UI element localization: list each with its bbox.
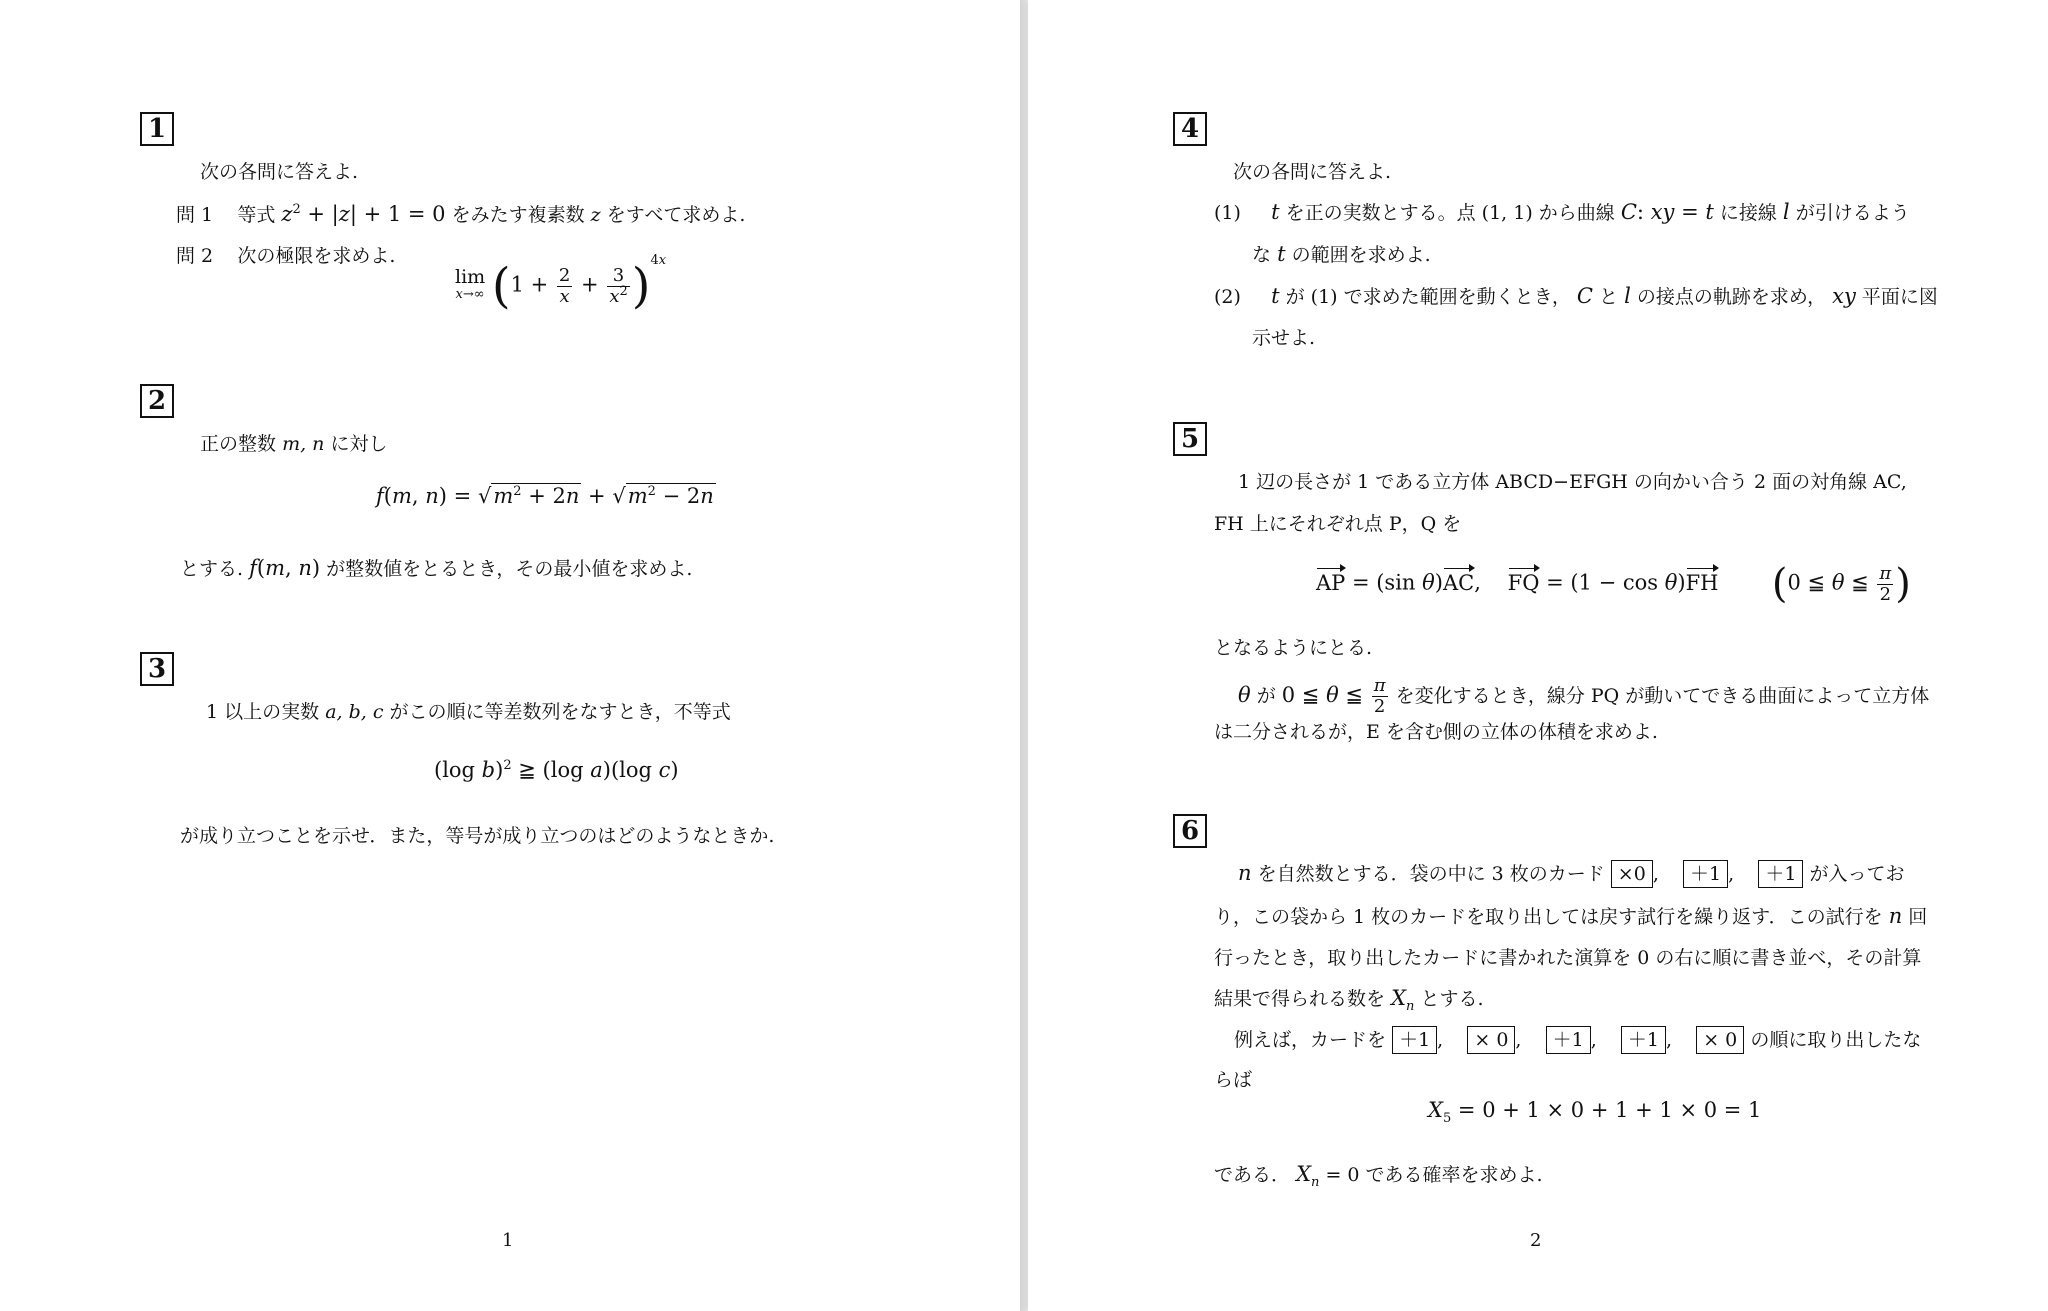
problem-6-line3: 行ったとき，取り出したカードに書かれた演算を 0 の右に順に書き並べ，その計算 — [1214, 947, 1922, 969]
p6-line2-b: 回 — [1908, 906, 1928, 928]
problem-number-1: 1 — [140, 112, 174, 146]
p4-2-text-b: と — [1599, 286, 1619, 308]
p4-1-line2-b: の範囲を求めよ. — [1291, 244, 1431, 266]
card-times-zero: ×0 — [1611, 860, 1653, 888]
problem-4-part2-line1: (2) t が (1) で求めた範囲を動くとき， C と l の接点の軌跡を求め， xy 平面に図 — [1214, 284, 1938, 308]
problem-1-q2 — [176, 244, 395, 268]
problem-6-line2: り，この袋から 1 枚のカードを取り出しては戻す試行を繰り返す．この試行を n 回 — [1214, 904, 1928, 928]
vector-formula: AP = (sin θ)AC, FQ = (1 − cos θ)FH (0 ≦ θ ≦ $\frac{\pi}{2}$ ) — [1316, 561, 1911, 607]
p6-line4-b: とする. — [1420, 988, 1484, 1010]
f-mn-formula: f(m, $n) = √m^2 + 2n + √m^2 - 2n$ — [376, 484, 714, 508]
p4-2-text-d: 平面に図 — [1861, 286, 1938, 308]
problem-6-line4: 結果で得られる数を $X_n$ とする. — [1214, 986, 1484, 1015]
left-page — [0, 0, 1020, 1311]
problem-4-part2-line2: 示せよ. — [1252, 327, 1316, 349]
p4-1-label: (1) — [1214, 202, 1241, 224]
limit-formula: lim x→∞ (1 + $\frac{2}{x}$ + $\frac{3}{x^2}$ )$^{4x}$ — [455, 252, 667, 314]
problem-1-q1 — [176, 202, 745, 227]
page-number-right: 2 — [1530, 1230, 1542, 1251]
p6-line1-a: を自然数とする．袋の中に 3 枚のカード — [1257, 863, 1605, 885]
q2-label: 問 2 — [176, 245, 214, 267]
problem-5-line4: θ が 0 ≦ θ ≦ $\frac{\pi}{2}$ を変化するとき，線分 PQ が動いてできる曲面によって立方体 — [1238, 675, 1930, 717]
q2-text: 次の極限を求めよ. — [237, 245, 396, 267]
q1-equation: $z^2 + |z| + 1 = 0$ — [281, 202, 446, 226]
card-example: × 0 — [1467, 1026, 1515, 1054]
problem-2-intro — [200, 432, 387, 456]
p6-closing-b: = 0 である確率を求めよ. — [1325, 1164, 1543, 1186]
q1-text-b: をみたす複素数 — [451, 204, 585, 226]
p6-line2-a: り，この袋から 1 枚のカードを取り出しては戻す試行を繰り返す．この試行を — [1214, 906, 1883, 928]
p2-closing-b: が整数値をとるとき，その最小値を求めよ. — [326, 558, 693, 580]
p3-intro-a: 1 以上の実数 — [206, 701, 320, 723]
card-plus-one: ＋1 — [1683, 860, 1728, 888]
p4-2-text-a: が (1) で求めた範囲を動くとき， — [1285, 286, 1571, 308]
p6-line5-a: 例えば，カードを — [1234, 1029, 1387, 1051]
log-inequality: (log b)$^2$ ≧ (log a)(log c) — [434, 758, 679, 782]
problem-5-line1: 1 辺の長さが 1 である立方体 ABCD−EFGH の向かい合う 2 面の対角線 AC, — [1238, 471, 1907, 493]
problem-number-5: 5 — [1173, 422, 1207, 456]
problem-4-part1-line2: な t の範囲を求めよ. — [1252, 242, 1431, 266]
p3-intro-vars: a, b, c — [325, 701, 384, 723]
problem-number-6: 6 — [1173, 814, 1207, 848]
problem-4-intro: 次の各問に答えよ. — [1233, 161, 1392, 183]
problem-6-line6: らば — [1214, 1069, 1253, 1091]
problem-1-intro: 次の各問に答えよ. — [200, 161, 359, 183]
card-example: ＋1 — [1546, 1026, 1591, 1054]
problem-number-3: 3 — [140, 652, 174, 686]
right-page — [1028, 0, 2048, 1311]
p2-intro-a: 正の整数 — [200, 433, 277, 455]
problem-3-intro — [206, 700, 731, 724]
p4-2-label: (2) — [1214, 286, 1241, 308]
p3-intro-b: がこの順に等差数列をなすとき，不等式 — [389, 701, 731, 723]
q1-label: 問 1 — [176, 204, 214, 226]
card-plus-one: ＋1 — [1758, 860, 1803, 888]
p6-line1-b: が入ってお — [1809, 863, 1905, 885]
problem-2-closing: とする. f(m, n) が整数値をとるとき，その最小値を求めよ. — [180, 556, 693, 580]
q1-var: z — [590, 204, 601, 226]
x5-formula: $X_5 = 0 + 1 \times 0 + 1 + 1 \times 0 = 1$ — [1428, 1098, 1762, 1127]
p2-closing-a: とする. — [180, 558, 244, 580]
problem-5-line2: FH 上にそれぞれ点 P，Q を — [1214, 513, 1462, 535]
p2-intro-b: に対し — [330, 433, 388, 455]
p4-2-text-c: の接点の軌跡を求め， — [1636, 286, 1827, 308]
problem-6-line1: n を自然数とする．袋の中に 3 枚のカード ×0 , ＋1 , ＋1 が入ってお — [1238, 860, 1904, 888]
problem-5-line3: となるようにとる. — [1214, 637, 1373, 659]
p2-intro-vars: m, n — [282, 433, 325, 455]
problem-6-line5: 例えば，カードを ＋1 , × 0 , ＋1 , ＋1 , × 0 の順に取り出したな — [1234, 1026, 1921, 1054]
card-example: ＋1 — [1392, 1026, 1437, 1054]
page-number-left: 1 — [502, 1230, 514, 1251]
problem-6-closing: である． $X_n = 0$ である確率を求めよ. — [1214, 1162, 1543, 1191]
q1-text-a: 等式 — [237, 204, 276, 226]
p4-1-text-c: が引けるよう — [1795, 202, 1910, 224]
p4-1-line2-a: な — [1252, 244, 1272, 266]
x5-formula-text: = 0 + 1 × 0 + 1 + 1 × 0 = 1 — [1457, 1098, 1762, 1122]
problem-number-2: 2 — [140, 384, 174, 418]
problem-5-line5: は二分されるが，E を含む側の立体の体積を求めよ. — [1214, 721, 1658, 743]
q1-text-c: をすべて求めよ. — [606, 204, 746, 226]
problem-4-part1-line1: (1) t を正の実数とする。点 (1, 1) から曲線 C: xy = t に接線 l が引けるよう — [1214, 200, 1910, 224]
page-gutter — [1020, 0, 1028, 1311]
p5-line4-a: が — [1256, 685, 1276, 707]
problem-3-closing: が成り立つことを示せ．また，等号が成り立つのはどのようなときか. — [180, 825, 775, 847]
p6-closing-a: である． — [1214, 1164, 1291, 1186]
problem-number-4: 4 — [1173, 112, 1207, 146]
card-example: × 0 — [1696, 1026, 1744, 1054]
p4-1-text-a: を正の実数とする。点 (1, 1) から曲線 — [1285, 202, 1615, 224]
p6-line4-a: 結果で得られる数を — [1214, 988, 1386, 1010]
card-example: ＋1 — [1621, 1026, 1666, 1054]
p4-1-text-b: に接線 — [1719, 202, 1777, 224]
p6-line5-b: の順に取り出したな — [1750, 1029, 1922, 1051]
p5-line4-b: を変化するとき，線分 PQ が動いてできる曲面によって立方体 — [1395, 685, 1930, 707]
